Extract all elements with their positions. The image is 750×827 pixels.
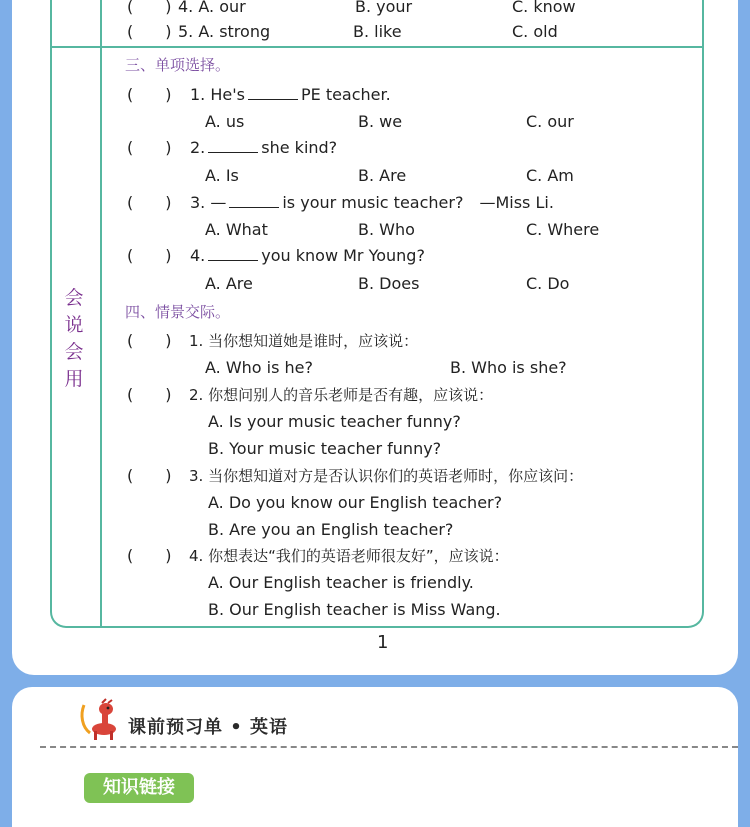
giraffe-mascot-icon: [78, 697, 124, 741]
option-c: C. our: [526, 112, 574, 131]
option-a: A. us: [205, 112, 245, 131]
option-a: A. Who is he?: [205, 358, 314, 377]
question-number: 5. A. strong: [178, 22, 271, 41]
section-title: 三、单项选择。: [125, 56, 231, 74]
answer-paren: ( ): [127, 193, 172, 212]
question-text: 3. 当你想知道对方是否认识你们的英语老师时，你应该问：: [189, 467, 584, 485]
dashed-separator: [40, 746, 738, 748]
page-number: 1: [377, 632, 389, 653]
option-a: A. Do you know our English teacher?: [208, 493, 503, 512]
question-number: 4. A. our: [178, 0, 246, 16]
option-b: B. Are you an English teacher?: [208, 520, 454, 539]
question-text: 4. you know Mr Young?: [190, 246, 425, 265]
section-divider: [52, 46, 702, 48]
option-c: C. Where: [526, 220, 600, 239]
question-text: 2. 你想问别人的音乐老师是否有趣，应该说：: [189, 386, 494, 404]
next-page: [12, 687, 738, 827]
answer-paren: ( ): [127, 246, 172, 265]
option-c: C. Do: [526, 274, 570, 293]
option-b: B. Your music teacher funny?: [208, 439, 442, 458]
answer-paren: ( ): [127, 331, 172, 350]
question-text: 2. she kind?: [190, 138, 338, 157]
option-b: B. like: [353, 22, 402, 41]
answer-paren: ( ): [127, 22, 172, 41]
section-tag: 知识链接: [84, 773, 194, 803]
answer-paren: ( ): [127, 0, 172, 16]
answer-paren: ( ): [127, 466, 172, 485]
option-a: A. What: [205, 220, 268, 239]
option-b: B. Are: [358, 166, 407, 185]
option-b: B. your: [355, 0, 413, 16]
section-title: 四、情景交际。: [125, 303, 231, 321]
answer-paren: ( ): [127, 546, 172, 565]
question-text: 3. — is your music teacher? —Miss Li.: [190, 193, 554, 212]
book-brand-title: 课前预习单 • 英语: [128, 717, 289, 738]
option-a: A. Is: [205, 166, 239, 185]
answer-paren: ( ): [127, 85, 172, 104]
question-text: 4. 你想表达“我们的英语老师很友好”，应该说：: [189, 547, 509, 565]
option-a: A. Our English teacher is friendly.: [208, 573, 474, 592]
option-a: A. Are: [205, 274, 253, 293]
option-b: B. Who is she?: [450, 358, 567, 377]
column-divider: [100, 0, 102, 626]
option-b: B. Does: [358, 274, 420, 293]
question-text: 1. 当你想知道她是谁时，应该说：: [189, 332, 419, 350]
answer-paren: ( ): [127, 385, 172, 404]
side-label: 会 说 会 用: [64, 287, 84, 390]
option-c: C. know: [512, 0, 576, 16]
answer-paren: ( ): [127, 138, 172, 157]
option-c: C. old: [512, 22, 558, 41]
option-b: B. Who: [358, 220, 415, 239]
option-a: A. Is your music teacher funny?: [208, 412, 461, 431]
question-text: 1. He's PE teacher.: [190, 85, 391, 104]
worksheet-page: [12, 0, 738, 675]
option-c: C. Am: [526, 166, 574, 185]
option-b: B. we: [358, 112, 403, 131]
option-b: B. Our English teacher is Miss Wang.: [208, 600, 501, 619]
